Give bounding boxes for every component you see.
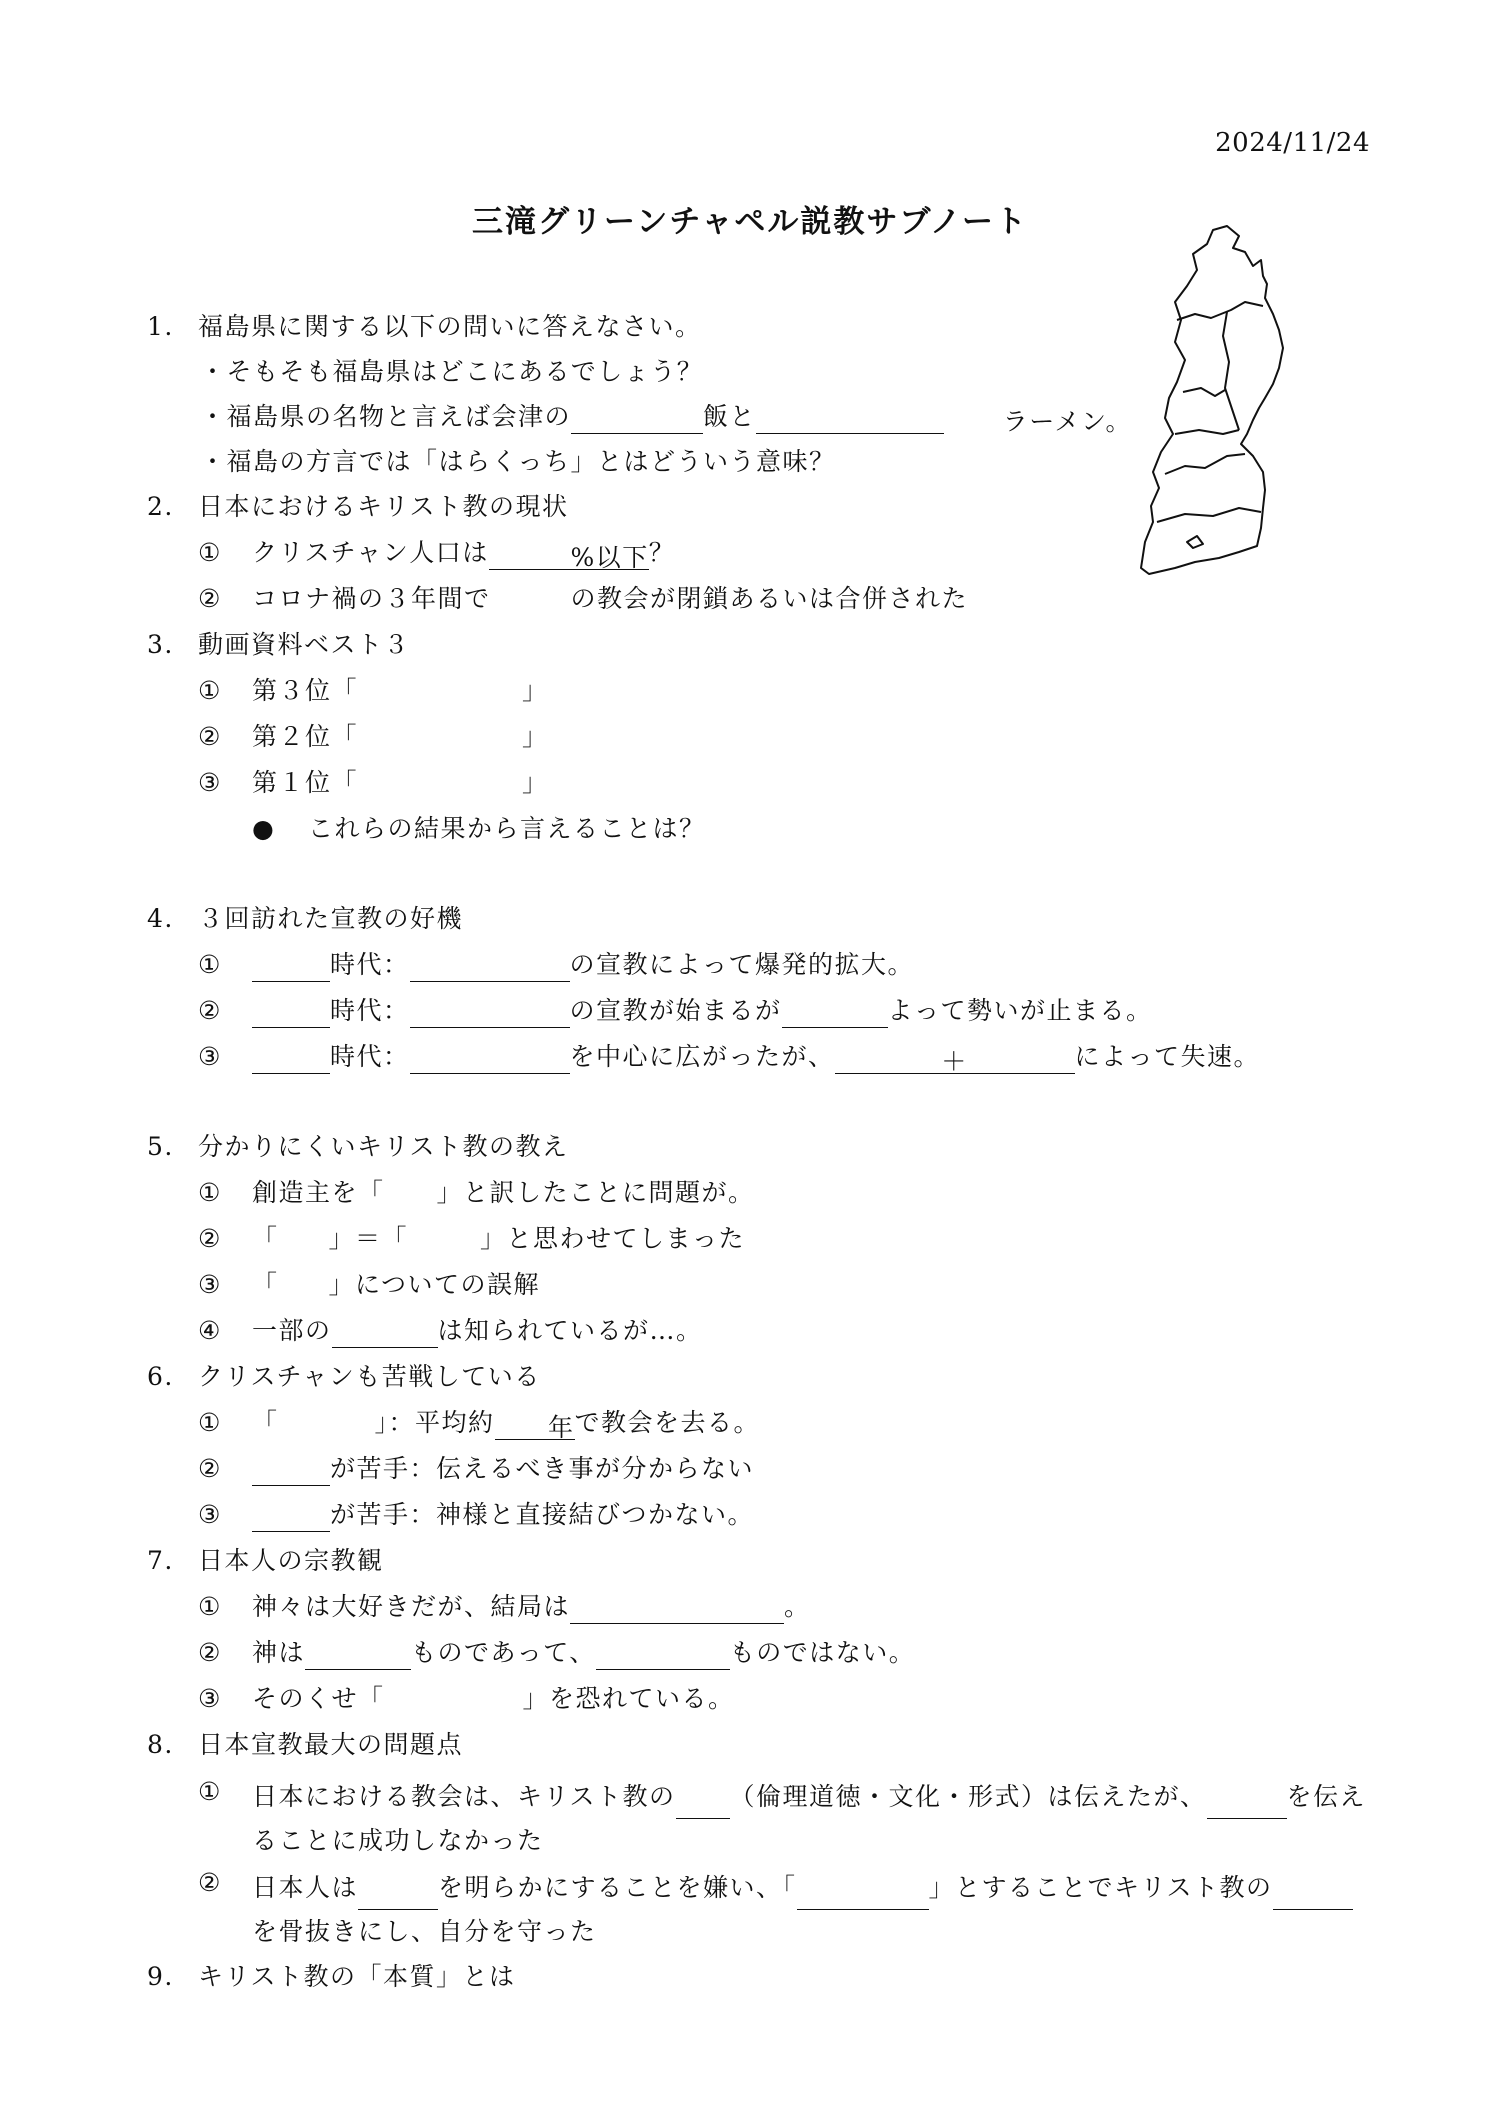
item-text-part: が苦手：伝えるべき事が分からない bbox=[330, 1454, 755, 1483]
fill-blank[interactable] bbox=[252, 1503, 330, 1532]
item-text-part: の宣教によって爆発的拡大。 bbox=[569, 950, 915, 979]
item-text-part: で教会を去る。 bbox=[574, 1408, 761, 1437]
section-number: 9. bbox=[147, 1962, 174, 1991]
fill-blank[interactable] bbox=[385, 1688, 523, 1716]
fill-blank[interactable] bbox=[491, 588, 571, 616]
item-text: ・そもそも福島県はどこにあるでしょう？ bbox=[200, 357, 704, 386]
item-text: ・福島の方言では「はらくっち」とはどういう意味？ bbox=[200, 447, 836, 476]
section-number: 3. bbox=[147, 630, 174, 659]
map-border-south3 bbox=[1157, 508, 1261, 522]
item-text-part: 」についての誤解 bbox=[328, 1270, 541, 1299]
circled-number: ② bbox=[198, 584, 222, 613]
map-lake bbox=[1187, 536, 1203, 548]
fill-blank[interactable] bbox=[332, 1319, 438, 1348]
circled-number: ④ bbox=[198, 1316, 222, 1345]
circled-number: ③ bbox=[198, 1042, 222, 1071]
item-text-part: 日本人は bbox=[252, 1873, 359, 1902]
map-outline bbox=[1141, 226, 1283, 574]
fill-blank[interactable] bbox=[756, 405, 1133, 436]
item-text-part: を中心に広がったが、 bbox=[569, 1042, 835, 1071]
item-text-part: 「 bbox=[252, 1270, 279, 1299]
item-text-part: 年 bbox=[548, 1413, 575, 1442]
circled-number: ① bbox=[198, 1777, 222, 1806]
map-border-west bbox=[1183, 388, 1225, 396]
item-text-part: 一部の bbox=[252, 1316, 332, 1345]
map-border-south2 bbox=[1175, 430, 1239, 434]
item-text-part: ものではない。 bbox=[729, 1638, 916, 1667]
circled-number: ① bbox=[198, 1178, 222, 1207]
fill-blank[interactable] bbox=[358, 772, 522, 800]
date: 2024/11/24 bbox=[1215, 128, 1370, 158]
bullet-dot: ● bbox=[252, 814, 276, 843]
circled-number: ② bbox=[198, 1224, 222, 1253]
item-text-part: 「 bbox=[252, 1224, 279, 1253]
fill-blank[interactable] bbox=[571, 405, 703, 434]
item-text-part: 第２位「 bbox=[252, 722, 359, 751]
fill-blank[interactable] bbox=[835, 1045, 1075, 1074]
item-text bbox=[252, 948, 914, 982]
section-heading: キリスト教の「本質」とは bbox=[198, 1962, 516, 1991]
item-text bbox=[252, 1452, 754, 1486]
item-text-part: コロナ禍の３年間で bbox=[252, 584, 491, 613]
section-heading: クリスチャンも苦戦している bbox=[198, 1362, 541, 1391]
item-text-part: によって失速。 bbox=[1074, 1042, 1261, 1071]
fill-blank[interactable] bbox=[358, 680, 522, 708]
circled-number: ③ bbox=[198, 1684, 222, 1713]
circled-number: ① bbox=[198, 1592, 222, 1621]
fill-blank[interactable] bbox=[1273, 1881, 1353, 1910]
fill-blank[interactable] bbox=[596, 1641, 730, 1670]
fill-blank[interactable] bbox=[408, 1228, 480, 1256]
fill-blank[interactable] bbox=[279, 1274, 329, 1302]
item-text-part: 」 bbox=[522, 722, 549, 751]
fill-blank[interactable] bbox=[358, 726, 522, 754]
fill-blank[interactable] bbox=[252, 1045, 330, 1074]
item-text-part: そのくせ「 bbox=[252, 1684, 385, 1713]
section-number: 5. bbox=[147, 1132, 174, 1161]
map-border-south1 bbox=[1165, 454, 1245, 474]
section-number: 4. bbox=[147, 904, 174, 933]
item-text-part: ものであって、 bbox=[411, 1638, 596, 1667]
fill-blank[interactable] bbox=[495, 1411, 575, 1440]
item-text bbox=[252, 1775, 1368, 1863]
item-text-part: 」＝「 bbox=[328, 1224, 409, 1253]
item-text-part: 」 bbox=[522, 676, 549, 705]
item-text bbox=[252, 1040, 1260, 1074]
item-text-part: 「 bbox=[252, 1408, 279, 1437]
item-text-part: 時代： bbox=[330, 950, 410, 979]
fill-blank[interactable] bbox=[1207, 1790, 1287, 1819]
fill-blank[interactable] bbox=[489, 541, 649, 570]
item-text-part: 神は bbox=[252, 1638, 306, 1667]
circled-number: ③ bbox=[198, 768, 222, 797]
item-text bbox=[252, 1682, 735, 1716]
fill-blank[interactable] bbox=[782, 999, 888, 1028]
fill-blank[interactable] bbox=[676, 1790, 730, 1819]
item-text-part: 」を恐れている。 bbox=[522, 1684, 735, 1713]
item-text bbox=[252, 1268, 540, 1302]
fill-blank[interactable] bbox=[410, 1045, 570, 1074]
item-text-part: 神々は大好きだが、結局は bbox=[252, 1592, 571, 1621]
item-text-part: 」と思わせてしまった bbox=[480, 1224, 746, 1253]
fill-blank[interactable] bbox=[252, 1457, 330, 1486]
item-text-part: 第３位「 bbox=[252, 676, 359, 705]
item-text bbox=[252, 536, 675, 570]
circled-number: ③ bbox=[198, 1270, 222, 1299]
item-text-part: 。 bbox=[784, 1592, 811, 1621]
section-number: 8. bbox=[147, 1730, 174, 1759]
item-text-part: ラーメン。 bbox=[1002, 407, 1133, 436]
item-text bbox=[252, 1866, 1368, 1954]
item-text-part: クリスチャン人口は bbox=[252, 538, 489, 567]
map-border-north bbox=[1177, 302, 1263, 320]
item-text-part: を伝えることに成功しなかった bbox=[252, 1782, 1367, 1855]
item-text bbox=[252, 1636, 915, 1670]
item-text-part: 日本における教会は、キリスト教の bbox=[252, 1782, 676, 1811]
item-text-part: が苦手：神様と直接結びつかない。 bbox=[330, 1500, 755, 1529]
item-text-part: 創造主を「 bbox=[252, 1178, 385, 1207]
fill-blank[interactable] bbox=[305, 1641, 411, 1670]
item-text-part: よって勢いが止まる。 bbox=[887, 996, 1153, 1025]
item-text-part: （倫理道徳・文化・形式）は伝えたが、 bbox=[729, 1782, 1207, 1811]
item-text bbox=[252, 1406, 760, 1440]
item-text bbox=[200, 400, 1133, 436]
section-heading: ３回訪れた宣教の好機 bbox=[198, 904, 464, 933]
circled-number: ① bbox=[198, 1408, 222, 1437]
item-text bbox=[252, 1222, 745, 1256]
item-text bbox=[252, 674, 549, 708]
circled-number: ② bbox=[198, 1638, 222, 1667]
section-number: 1. bbox=[147, 312, 174, 341]
section-heading: 分かりにくいキリスト教の教え bbox=[198, 1132, 569, 1161]
circled-number: ① bbox=[198, 950, 222, 979]
circled-number: ① bbox=[198, 538, 222, 567]
item-text-part: の宣教が始まるが bbox=[569, 996, 782, 1025]
fill-blank[interactable] bbox=[358, 1881, 438, 1910]
fill-blank[interactable] bbox=[279, 1228, 329, 1256]
item-text-part: %以下 bbox=[570, 543, 649, 572]
item-text-part: 時代： bbox=[330, 996, 410, 1025]
item-text bbox=[252, 1498, 754, 1532]
circled-number: ② bbox=[198, 1868, 222, 1897]
item-text-part: ・福島県の名物と言えば会津の bbox=[200, 402, 572, 431]
fill-blank[interactable] bbox=[410, 953, 570, 982]
section-heading: 日本人の宗教観 bbox=[198, 1546, 384, 1575]
tohoku-map-icon bbox=[1135, 222, 1315, 592]
item-text bbox=[252, 720, 549, 754]
item-text bbox=[252, 582, 968, 616]
circled-number: ② bbox=[198, 722, 222, 751]
section-heading: 日本におけるキリスト教の現状 bbox=[198, 492, 569, 521]
circled-number: ② bbox=[198, 996, 222, 1025]
page-title: 三滝グリーンチャペル説教サブノート bbox=[471, 204, 1029, 240]
section-heading: 福島県に関する以下の問いに答えなさい。 bbox=[198, 312, 702, 341]
fill-blank[interactable] bbox=[252, 999, 330, 1028]
item-text bbox=[252, 1590, 811, 1624]
section-number: 6. bbox=[147, 1362, 174, 1391]
section-number: 7. bbox=[147, 1546, 174, 1575]
fill-blank[interactable] bbox=[385, 1182, 437, 1210]
circled-number: ② bbox=[198, 1454, 222, 1483]
item-text-part: 」：平均約 bbox=[374, 1408, 495, 1437]
fill-blank[interactable] bbox=[797, 1881, 929, 1910]
fill-blank[interactable] bbox=[410, 999, 570, 1028]
section-heading: 動画資料ベスト３ bbox=[198, 630, 411, 659]
section-number: 2. bbox=[147, 492, 174, 521]
item-text bbox=[252, 994, 1153, 1028]
item-text-part: を明らかにすることを嫌い、「 bbox=[438, 1873, 797, 1902]
item-text-part: は知られているが…。 bbox=[437, 1316, 703, 1345]
item-text bbox=[252, 1176, 755, 1210]
item-text-part: ＋ bbox=[941, 1047, 968, 1076]
item-text bbox=[252, 766, 549, 800]
fill-blank[interactable] bbox=[279, 1412, 375, 1440]
item-text-part: の教会が閉鎖あるいは合併された bbox=[570, 584, 969, 613]
item-text-part: 」と訳したことに問題が。 bbox=[436, 1178, 755, 1207]
circled-number: ③ bbox=[198, 1500, 222, 1529]
item-text-part: 飯と bbox=[703, 402, 757, 431]
item-text-part: 」 bbox=[522, 768, 549, 797]
fill-blank[interactable] bbox=[252, 953, 330, 982]
item-text: これらの結果から言えることは？ bbox=[308, 814, 706, 843]
item-text-part: を骨抜きにし、自分を守った bbox=[252, 1917, 597, 1946]
item-text bbox=[252, 1314, 703, 1348]
circled-number: ① bbox=[198, 676, 222, 705]
section-heading: 日本宣教最大の問題点 bbox=[198, 1730, 464, 1759]
item-text-part: ？ bbox=[648, 538, 676, 567]
item-text-part: 」とすることでキリスト教の bbox=[928, 1873, 1273, 1902]
map-border-center bbox=[1223, 312, 1239, 430]
item-text-part: 時代： bbox=[330, 1042, 410, 1071]
item-text-part: 第１位「 bbox=[252, 768, 359, 797]
fill-blank[interactable] bbox=[570, 1595, 784, 1624]
